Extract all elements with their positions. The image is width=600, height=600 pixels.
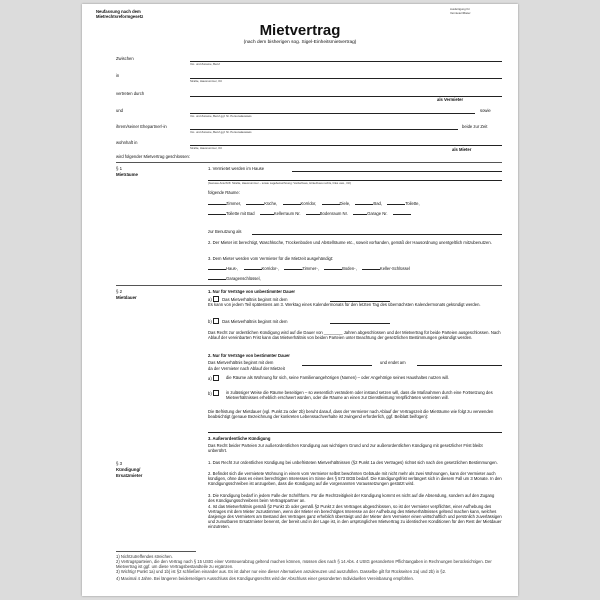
key-boden: Boden-, (342, 266, 357, 271)
s2-d2-para: Die Befristung der Mietdauer (vgl. Punkt 2a oder 2b) beruht darauf, dass der Vermieter nach Ablauf der Vertragszeit die Mieträume wie folgt zu verwenden beabsichtigt (genaue Bezeichnung der konkreten Lebenssachverhalte ist zwingend erforderlich, ggf. Beiblatt beifügen): (208, 409, 494, 420)
s3-p2: 2. Befindet sich die vermietete Wohnung in einem vom Vermieter selbst bewohnten Gebäude mit nicht mehr als zwei Wohnungen, kann der Vermieter auch kündigen, ohne dass es eines berechtigten Interesses im Sinne des § 573 BGB bedarf. Die Kündigungsfrist verlängert sich in diesem Fall um 3 Monate. In den Kündigungsschreiben ist anzugeben, dass die Kündigung auf die vorgenannten Voraussetzungen gestützt wird. (208, 471, 502, 487)
s2-a-text2: Es kann von jedem Teil spätestens am 3. Werktag eines Kalendermonats für den letzten Tag des übernächsten Kalendermonats gekündigt werden. (208, 302, 481, 307)
s2-b-row: b) Das Mietverhältnis beginnt mit dem (208, 319, 288, 325)
section-3-number: § 3 (116, 461, 123, 466)
room-keller: Kellerraum Nr. (273, 211, 301, 216)
label-ehepartner: ihrem/seiner Ehepartner/-in (116, 124, 167, 129)
s2-a2-marker: a) (208, 375, 222, 381)
keys-row (208, 266, 502, 271)
field-address-house[interactable] (292, 171, 502, 172)
label-concluded: wird folgender Mietvertrag geschlossen: (116, 154, 191, 159)
s1-item2: 2. Der Mieter ist berechtigt, Waschküche, Trockenboden und Abstellräume etc., soweit vorhanden, gemäß der Hausordnung unentgeltlich mitzubenutzen. (208, 240, 492, 245)
rooms-row-2 (208, 211, 502, 216)
s1-item3: 3. Dem Mieter werden vom Vermieter für die Mietzeit ausgehändigt: (208, 256, 334, 261)
label-zwischen: Zwischen (116, 56, 134, 61)
key-keller: Keller-Schlüssel (379, 266, 410, 271)
hint-location: (Genaue Anschrift: Straße, Hausnummer – sowie Lagebezeichnung: Vorderhaus, Hinterhaus rechts, links usw., Ort) (208, 181, 352, 185)
s2-a2-text: die Räume als Wohnung für sich, seine Familienangehörigen (Namen) – oder Angehörige seines Haushaltes nutzen will. (226, 375, 450, 380)
section-2-number: § 2 (116, 289, 123, 294)
checkbox-2-2b[interactable] (213, 390, 219, 396)
field-usage-intent[interactable] (208, 432, 502, 433)
key-garage: Garagenschlüssel, (226, 276, 261, 281)
field-usage[interactable] (252, 234, 502, 235)
field-end-date-2[interactable] (417, 365, 502, 366)
hint-name-id: Vor- und Zuname, Beruf ggf. Nr. Personalausweis (190, 114, 252, 118)
field-start-date-2[interactable] (302, 365, 372, 366)
s3-p1: 1. Das Recht zur ordentlichen Kündigung bei unbefristeten Mietverhältnissen (§2 Punkt 1a des Vertrages) richtet sich nach den gesetzlichen Bestimmungen. (208, 460, 498, 465)
label-in: in (116, 73, 120, 78)
field-tenant-address[interactable] (190, 145, 502, 146)
room-kueche: Küche, (264, 201, 278, 206)
hint-address: Straße, Hausnummer, Ort (190, 79, 223, 83)
footnote-3: 3) Wichtig! Punkt 1a) und 1b) ist §2 schließen einander aus. Es ist daher nur eine dieser Alternativen anzukreuzen und auszufüllen. Dasselbe gilt für Rückseiten 2a) und 2b) in §2. (116, 569, 447, 574)
page-subtitle: (nach dem bisherigen sog. Sigel-Einheitsmietvertrag) (243, 40, 357, 45)
key-haus: Haus-, (226, 266, 239, 271)
s2-d2-text2: da der Vermieter nach Ablauf der Mietzeit (208, 366, 285, 371)
section-3-title-1: Kündigung/ (116, 467, 141, 472)
footnote-1: 1) Nichtzutreffendes streichen. (116, 554, 173, 559)
hint-address-2: Straße, Hausnummer, Ort (190, 146, 223, 150)
s2-a-row: a) Das Mietverhältnis beginnt mit dem (208, 297, 288, 303)
label-sowie: sowie (480, 108, 491, 113)
footnote-2: 2) Vertragsparteien, die den Vertrag nach § 15 UStG einer Vorsteuerabzug geltend machen können, müssen dies nach § 14 Abs. 4 UStG gesonderten Pflichtangaben in Rechnungen berücksichtigen. Der Mietvertrag ist ggf. um diese Vertragsbestandteile zu ergänzen. (116, 559, 492, 570)
room-zimmer: Zimmer, (226, 201, 242, 206)
label-beide-zur-zeit: beide zur Zeit (462, 124, 488, 129)
header-note-left-2: Mietrechtsreformgesetz (96, 14, 144, 19)
room-toilette: Toilette, (405, 201, 420, 206)
header-note-right-2: Vermieter/Mieter (450, 11, 471, 15)
room-korridor: Korridor, (300, 201, 317, 206)
checkbox-2-1b[interactable] (213, 318, 219, 324)
room-toilette-bad: Toilette mit Bad (226, 211, 255, 216)
s2-p3: Das Recht beider Parteien zur außerordentlichen Kündigung aus wichtigem Grund und zur außerordentlichen Kündigung mit gesetzlicher Frist bleibt unberührt. (208, 443, 483, 454)
footnote-divider (116, 551, 196, 552)
room-garage: Garage Nr. (367, 211, 388, 216)
label-als-mieter: als Mieter (452, 147, 472, 152)
contract-page (82, 4, 518, 596)
s2-b2-text: in zulässiger Weise die Räume beseitigen – so wesentlich verändern oder instand setzen will, dass die Maßnahmen durch eine Fortsetzung des Mietverhältnisses erheblich erschwert würden, oder die Räume an einen zur Dienstleistung Verpflichteten vermieten will. (226, 390, 493, 401)
field-start-date-1b[interactable] (330, 323, 390, 324)
s2-h2: 2. Nur für Verträge von bestimmter Dauer (208, 353, 290, 358)
label-vertreten: vertreten durch (116, 91, 145, 96)
key-korridor: Korridor-, (261, 266, 279, 271)
label-wohnhaft: wohnhaft in (116, 140, 138, 145)
section-2-title: Mietdauer (116, 295, 137, 300)
section-3-title-2: Ersatzmieter (116, 473, 143, 478)
hint-name-id-2: Vor- und Zuname, Beruf ggf. Nr. Personalausweis (190, 130, 252, 134)
footnote-4: 4) Maximal 4 Jahre. Bei längeren beiderseitigem Ausschluss des Kündigungsrechts wird der Abschluss einer gesonderten Individuellen Vereinbarung empfohlen. (116, 576, 414, 581)
room-boden: Bodenraum Nr. (319, 211, 348, 216)
s3-p3: 3. Die Kündigung bedarf in jedem Falle der Schriftform. Für die Rechtzeitigkeit der Kündigung kommt es nicht auf die Absendung, sondern auf den Zugang des Kündigungsschreibens beim Vertragspartner an. (208, 493, 495, 504)
garage-key-row (208, 276, 261, 281)
label-als-vermieter: als Vermieter (437, 97, 464, 102)
s2-h3: 3. Außerordentliche Kündigung (208, 436, 271, 441)
section-1-number: § 1 (116, 166, 123, 171)
s3-p4: 4. Ist das Mietverhältnis gemäß §2 Punkt 1b oder gemäß §2 Punkt 2 des Vertrages abgeschlossen, so ist der Vermieter verpflichtet, einer Aufhebung des Vertrages mit dem Mieter zuzustimmen, wenn der Mieter ein berechtigtes Interesse an der Aufhebung des Mietverhältnisses geltend machen kann, welches dasjenige des Vermieters am Bestand des Vertrages ganz erheblich übersteigt und der Mieter dem Vermieter einen wirtschaftlich und persönlich zuverlässigen und zumutbaren Ersatzmieter benennt, der bereit und in der Lage ist, in den ursprünglichen Mietvertrag zu identischen Konditionen für den Rest der Mietdauer einzutreten. (208, 504, 502, 530)
field-landlord-name[interactable] (190, 61, 502, 62)
s1-item1: 1. Vermietet werden im Hause (208, 166, 265, 171)
section-1-title: Mieträume (116, 172, 138, 177)
s2-d2-end: und endet am (380, 360, 406, 365)
label-und: und (116, 108, 123, 113)
room-diele: Diele, (339, 201, 351, 206)
s2-d2-text: Das Mietverhältnis beginnt mit dem (208, 360, 274, 365)
label-benutzung: zur Benutzung als (208, 229, 242, 234)
checkbox-2-2a[interactable] (213, 375, 219, 381)
field-landlord-address[interactable] (190, 78, 502, 79)
divider (116, 162, 502, 163)
s2-b-para: Das Recht zur ordentlichen Kündigung wird auf die Dauer von ________ Jahren abgeschlossen und der Mietvertrag für beide Parteien ausgeschlossen. Nach Ablauf der vereinbarten Frist kann das Mietverhältnis von beiden Parteien unter Beachtung der gesetzlichen Bestimmungen gekündigt werden. (208, 330, 501, 341)
s2-h1: 1. Nur für Verträge von unbestimmter Dauer (208, 289, 296, 294)
header-note-right-1: Ausfertigung für (450, 7, 470, 11)
key-zimmer: Zimmer-, (302, 266, 319, 271)
s2-b2-marker: b) (208, 390, 222, 396)
rooms-row-1 (208, 201, 502, 206)
label-folgende: folgende Räume: (208, 190, 240, 195)
hint-name: Vor- und Zuname, Beruf (190, 62, 220, 66)
header-note-left-1: Neufassung nach dem (96, 9, 141, 14)
room-bad: Bad, (373, 201, 383, 206)
divider (116, 285, 502, 286)
page-title: Mietvertrag (259, 22, 341, 39)
